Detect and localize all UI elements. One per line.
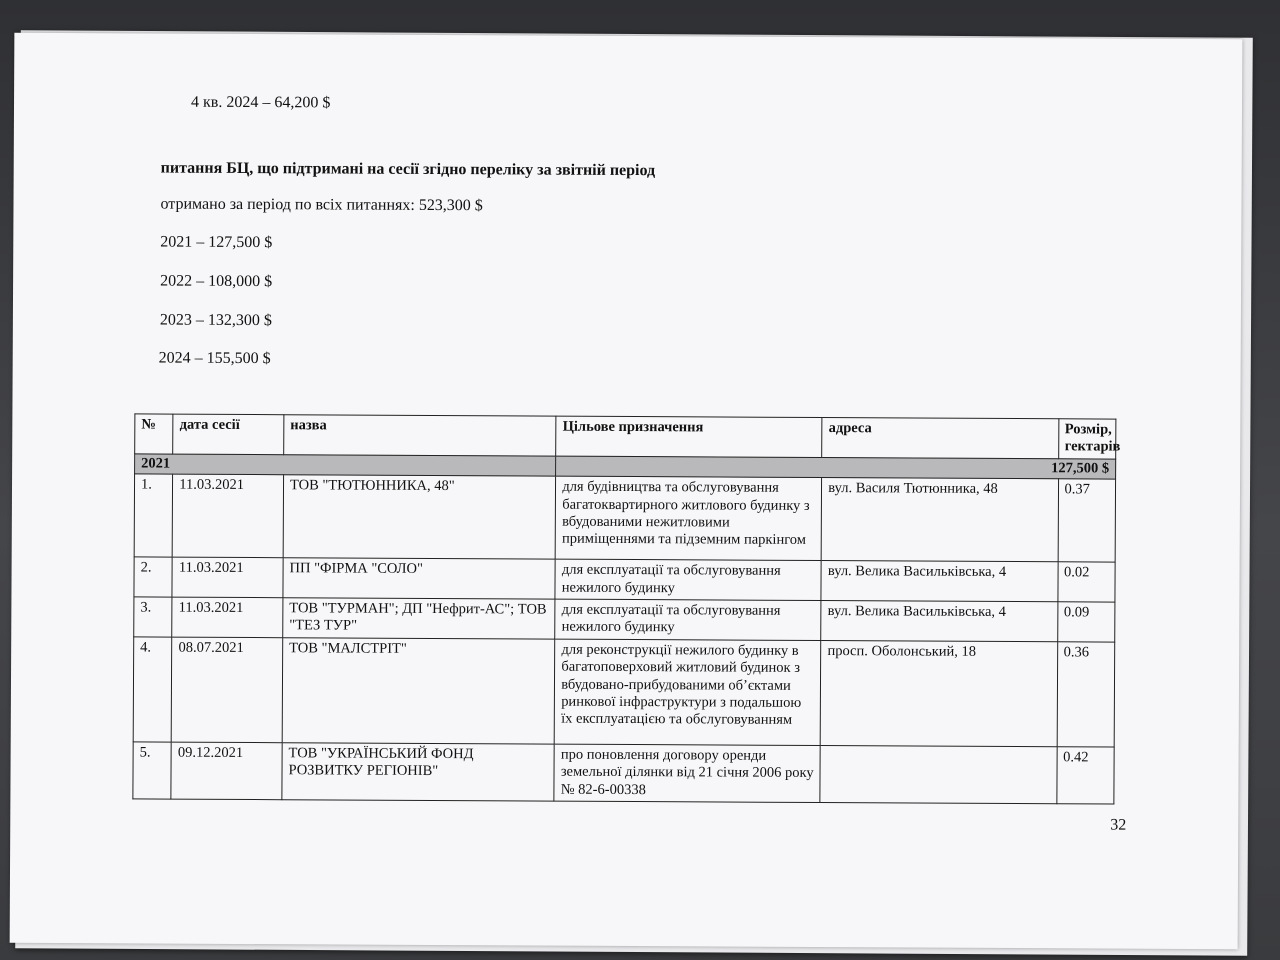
cell-address: просп. Оболонський, 18 bbox=[820, 640, 1057, 746]
cell-date: 11.03.2021 bbox=[172, 474, 283, 558]
table-row bbox=[133, 637, 1115, 747]
year-group-total: 127,500 $ bbox=[556, 456, 1116, 479]
quarter-total-line: 4 кв. 2024 – 64,200 $ bbox=[190, 93, 331, 112]
cell-purpose: про поновлення договору оренди земельної ділянки від 21 січня 2006 року № 82-6-00338 bbox=[554, 744, 820, 803]
cell-size: 0.02 bbox=[1057, 562, 1115, 602]
cell-date: 11.03.2021 bbox=[172, 557, 283, 597]
cell-purpose: для будівництва та обслуговування багатоквартирного житлового будинку з вбудованими нежитловими приміщеннями та підземним паркінгом bbox=[555, 476, 821, 560]
cell-no: 2. bbox=[134, 557, 173, 597]
table-row bbox=[134, 597, 1115, 642]
cell-address: вул. Велика Васильківська, 4 bbox=[821, 561, 1057, 602]
cell-date: 11.03.2021 bbox=[172, 597, 283, 637]
page-number: 32 bbox=[1110, 816, 1127, 834]
header-size: Розмір, гектарів bbox=[1058, 419, 1116, 459]
year-total-2021: 2021 – 127,500 $ bbox=[160, 233, 273, 252]
cell-size: 0.36 bbox=[1057, 641, 1115, 746]
cell-no: 1. bbox=[134, 474, 173, 557]
table-row bbox=[134, 557, 1115, 602]
cell-size: 0.37 bbox=[1058, 479, 1116, 562]
cell-name: ТОВ "МАЛСТРІТ" bbox=[282, 637, 555, 743]
cell-no: 5. bbox=[133, 742, 172, 799]
table-header-row bbox=[135, 414, 1116, 459]
year-total-2023: 2023 – 132,300 $ bbox=[159, 311, 272, 330]
year-group-label: 2021 bbox=[135, 454, 556, 477]
cell-date: 09.12.2021 bbox=[171, 742, 282, 800]
header-date: дата сесії bbox=[173, 414, 284, 454]
cell-address: вул. Велика Васильківська, 4 bbox=[821, 600, 1057, 641]
cell-purpose: для експлуатації та обслуговування нежилого будинку bbox=[555, 559, 821, 600]
cell-address bbox=[820, 745, 1056, 803]
year-total-2024: 2024 – 155,500 $ bbox=[158, 349, 271, 368]
cell-no: 3. bbox=[134, 597, 173, 637]
sessions-table bbox=[132, 413, 1121, 804]
table-row bbox=[134, 474, 1115, 562]
cell-name: ПП "ФІРМА "СОЛО" bbox=[283, 558, 556, 599]
cell-size: 0.09 bbox=[1057, 602, 1115, 642]
year-total-2022: 2022 – 108,000 $ bbox=[160, 272, 273, 291]
section-heading: питання БЦ, що підтримані на сесії згідно переліку за звітній період bbox=[160, 159, 656, 180]
period-total-line: отримано за період по всіх питаннях: 523,300 $ bbox=[160, 195, 483, 215]
cell-name: ТОВ "ТУРМАН"; ДП "Нефрит-АС"; ТОВ "ТЕЗ ТУР" bbox=[283, 598, 556, 639]
table-row bbox=[133, 742, 1114, 804]
cell-size: 0.42 bbox=[1056, 746, 1114, 803]
header-name: назва bbox=[284, 415, 557, 456]
cell-no: 4. bbox=[133, 637, 172, 742]
header-address: адреса bbox=[822, 418, 1058, 459]
cell-purpose: для експлуатації та обслуговування нежилого будинку bbox=[555, 599, 821, 640]
cell-address: вул. Василя Тютюнника, 48 bbox=[821, 478, 1058, 562]
document-page bbox=[10, 33, 1243, 949]
header-purpose: Цільове призначення bbox=[556, 416, 822, 457]
header-no: № bbox=[135, 414, 174, 454]
cell-purpose: для реконструкції нежилого будинку в багатоповерховий житловий будинок з вбудовано-прибудованими об’єктами ринкової інфраструктури з подальшою їх експлуатацією та обслуговуванням bbox=[554, 639, 821, 745]
cell-date: 08.07.2021 bbox=[171, 637, 282, 743]
cell-name: ТОВ "УКРАЇНСЬКИЙ ФОНД РОЗВИТКУ РЕГІОНІВ" bbox=[282, 742, 555, 801]
cell-name: ТОВ "ТЮТЮННИКА, 48" bbox=[283, 475, 556, 559]
